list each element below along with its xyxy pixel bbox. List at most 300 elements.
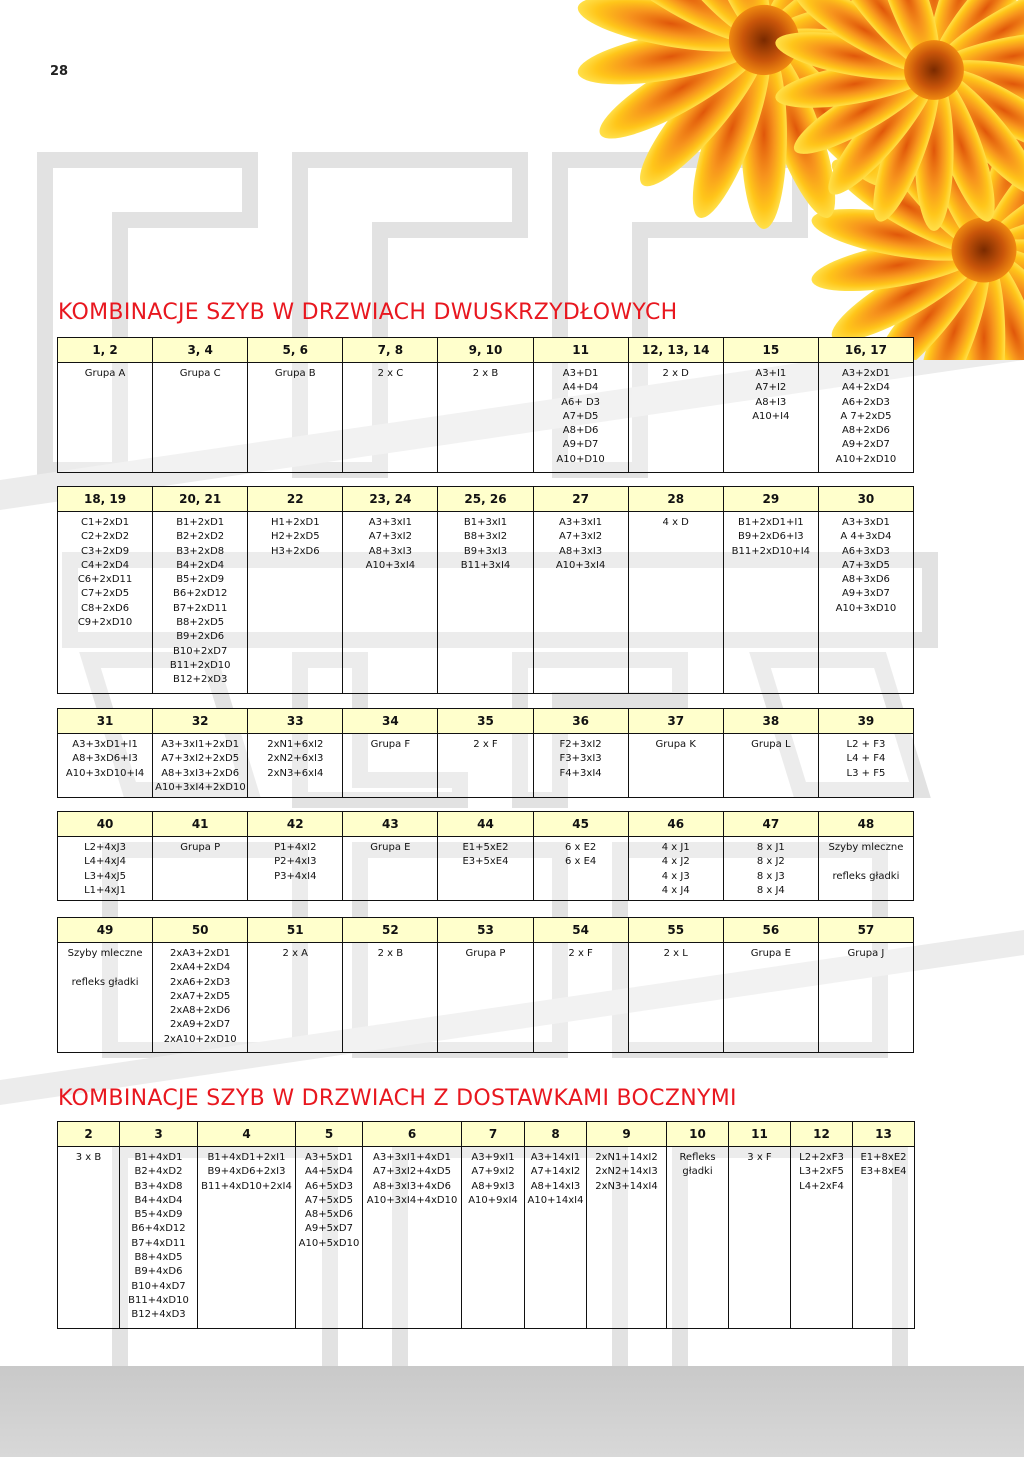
column-header: 5, 6	[248, 338, 343, 363]
cell-line: 2xN2+6xI3	[267, 753, 324, 765]
cell-line: 2xA8+2xD6	[170, 1005, 231, 1017]
combination-table-block-5	[57, 917, 914, 1053]
cell-line: 2xN1+6xI2	[267, 739, 324, 750]
table-cell	[729, 1147, 791, 1329]
column-header: 29	[723, 487, 818, 512]
cell-line: A10+3xI4	[365, 559, 416, 571]
column-header: 49	[58, 918, 153, 943]
combination-table-block-2	[57, 486, 914, 694]
column-header: 27	[533, 487, 628, 512]
combination-table-block-3	[57, 708, 914, 798]
cell-line: C8+2xD6	[81, 602, 130, 614]
cell-line: A10+3xD10	[835, 602, 897, 614]
cell-line: 4 x J4	[661, 884, 690, 896]
cell-line: F3+3xI3	[559, 753, 602, 765]
cell-line: 2 x L	[663, 948, 688, 959]
column-header: 9, 10	[438, 338, 533, 363]
cell-line: F4+3xI4	[559, 767, 602, 779]
cell-line: A10+3xI4+2xD10	[155, 781, 246, 793]
table-cell	[153, 512, 248, 694]
column-header: 25, 26	[438, 487, 533, 512]
cell-line: L4+2xF4	[799, 1180, 844, 1192]
cell-line: A3+3xI1+4xD1	[373, 1152, 451, 1163]
column-header: 54	[533, 918, 628, 943]
cell-line: A9+3xD7	[841, 588, 890, 600]
cell-line: B4+4xD4	[134, 1194, 183, 1206]
cell-line: 4 x J1	[661, 842, 690, 853]
cell-line: Grupa K	[655, 739, 696, 750]
cell-line: A3+5xD1	[305, 1152, 353, 1163]
cell-line: A3+3xD1+I1	[72, 739, 138, 750]
cell-line: 2xN3+14xI4	[595, 1180, 658, 1192]
table-cell	[296, 1147, 363, 1329]
cell-line: A 7+2xD5	[840, 410, 892, 422]
table-cell	[533, 363, 628, 473]
cell-line: 8 x J1	[756, 842, 785, 853]
cell-line: B11+4xD10	[128, 1294, 189, 1306]
table-cell	[248, 363, 343, 473]
table-cell	[438, 943, 533, 1053]
table-header-row	[58, 338, 914, 363]
cell-line: B6+2xD12	[173, 588, 228, 600]
cell-line: Grupa A	[84, 368, 126, 379]
table-cell	[533, 837, 628, 901]
cell-line: A7+3xD5	[841, 559, 890, 571]
cell-line: refleks gładki	[832, 870, 900, 882]
cell-line: L2+2xF3	[799, 1152, 844, 1163]
cell-line: 2xA3+2xD1	[170, 948, 231, 959]
cell-line: A10+5xD10	[298, 1237, 360, 1249]
table-cell	[533, 943, 628, 1053]
column-header: 10	[667, 1122, 729, 1147]
table-row	[58, 363, 914, 473]
cell-line: A10+3xI4+4xD10	[366, 1194, 458, 1206]
cell-line: B1+4xD1	[134, 1152, 183, 1163]
table-cell	[462, 1147, 525, 1329]
cell-line: A10+I4	[752, 410, 790, 422]
table-cell	[58, 734, 153, 798]
column-header: 51	[248, 918, 343, 943]
cell-line: A6+2xD3	[841, 396, 890, 408]
cell-line: A10+9xI4	[468, 1194, 518, 1206]
cell-line: A7+5xD5	[305, 1194, 353, 1206]
table-cell	[533, 734, 628, 798]
cell-line: A7+3xI2+4xD5	[373, 1166, 451, 1178]
column-header: 37	[628, 709, 723, 734]
table-cell	[818, 943, 913, 1053]
table-cell	[58, 1147, 120, 1329]
cell-line: B1+2xD1+I1	[738, 517, 804, 528]
cell-line: 2 x F	[568, 948, 593, 959]
table-row	[58, 837, 914, 901]
cell-line: 2 x B	[377, 948, 404, 959]
column-header: 3	[120, 1122, 198, 1147]
cell-line: C3+2xD9	[81, 545, 130, 557]
cell-line: 2 x A	[282, 948, 309, 959]
cell-line: B11+4xD10+2xI4	[201, 1180, 292, 1192]
cell-line: A4+5xD4	[305, 1166, 353, 1178]
cell-line: A8+3xI3	[368, 545, 412, 557]
cell-line: 2xA4+2xD4	[170, 962, 231, 974]
column-header: 18, 19	[58, 487, 153, 512]
cell-line: A8+D6	[562, 425, 599, 437]
cell-line: Grupa P	[180, 842, 221, 853]
cell-line: Szyby mleczne	[828, 842, 904, 853]
table-cell	[343, 943, 438, 1053]
column-header: 20, 21	[153, 487, 248, 512]
table-cell	[628, 734, 723, 798]
cell-line: B7+2xD11	[173, 602, 228, 614]
table-cell	[248, 734, 343, 798]
cell-line: 2 x F	[473, 739, 498, 750]
table-cell	[58, 837, 153, 901]
cell-line: A6+5xD3	[305, 1180, 353, 1192]
combination-table-block-1	[57, 337, 914, 473]
column-header: 30	[818, 487, 913, 512]
column-header: 50	[153, 918, 248, 943]
cell-line: L2+4xJ3	[84, 842, 126, 853]
cell-line: A7+D5	[562, 410, 599, 422]
table-header-row	[58, 812, 914, 837]
table-cell	[343, 734, 438, 798]
cell-line: 6 x E4	[564, 856, 597, 868]
table-cell	[853, 1147, 915, 1329]
cell-line: A8+3xI3	[559, 545, 603, 557]
cell-line: C9+2xD10	[77, 617, 133, 629]
column-header: 41	[153, 812, 248, 837]
cell-line: A4+D4	[562, 382, 599, 394]
column-header: 11	[533, 338, 628, 363]
cell-line: 8 x J4	[756, 884, 785, 896]
table-cell	[628, 363, 723, 473]
cell-line: C6+2xD11	[77, 574, 133, 586]
cell-line: A10+3xI4	[555, 559, 606, 571]
cell-line: 6 x E2	[564, 842, 597, 853]
cell-line: B10+2xD7	[173, 645, 228, 657]
table-cell	[248, 837, 343, 901]
table-cell	[438, 837, 533, 901]
table-row	[58, 512, 914, 694]
column-header: 7	[462, 1122, 525, 1147]
table-cell	[343, 363, 438, 473]
column-header: 57	[818, 918, 913, 943]
cell-line: B9+4xD6	[134, 1266, 183, 1278]
cell-line: B7+4xD11	[131, 1237, 186, 1249]
table-cell	[818, 734, 913, 798]
cell-line: A8+9xI3	[471, 1180, 515, 1192]
table-row	[58, 734, 914, 798]
cell-line: Grupa E	[370, 842, 411, 853]
table-cell	[343, 837, 438, 901]
column-header: 16, 17	[818, 338, 913, 363]
cell-line: 2xA9+2xD7	[170, 1019, 231, 1031]
cell-line: Grupa E	[750, 948, 791, 959]
cell-line: A3+3xI1+2xD1	[161, 739, 240, 750]
cell-line: B8+4xD5	[134, 1252, 183, 1264]
table-cell	[343, 512, 438, 694]
cell-line: A3+3xI1	[368, 517, 412, 528]
cell-line: A3+D1	[562, 368, 599, 379]
table-header-row	[58, 487, 914, 512]
column-header: 55	[628, 918, 723, 943]
cell-line: A10+D10	[556, 453, 605, 465]
cell-line: 2xA7+2xD5	[170, 990, 231, 1002]
table-cell	[58, 363, 153, 473]
cell-line: 2xN1+14xI2	[595, 1152, 658, 1163]
column-header: 5	[296, 1122, 363, 1147]
cell-line: Grupa B	[274, 368, 316, 379]
cell-line: L3 + F5	[846, 767, 886, 779]
cell-line: B3+2xD8	[176, 545, 225, 557]
table-header-row	[58, 1122, 915, 1147]
cell-line: 8 x J3	[756, 870, 785, 882]
cell-line: B5+4xD9	[134, 1209, 183, 1221]
cell-line: A4+2xD4	[841, 382, 890, 394]
column-header: 31	[58, 709, 153, 734]
cell-line: B11+2xD10	[169, 659, 231, 671]
cell-line: 2xN2+14xI3	[595, 1166, 658, 1178]
cell-line: A3+9xI1	[471, 1152, 515, 1163]
table-cell	[587, 1147, 667, 1329]
cell-line: B8+2xD5	[176, 617, 225, 629]
table-cell	[153, 363, 248, 473]
column-header: 42	[248, 812, 343, 837]
table-cell	[120, 1147, 198, 1329]
cell-line: 2xA10+2xD10	[163, 1033, 237, 1045]
cell-line: A6+ D3	[561, 396, 601, 408]
cell-line: B2+2xD2	[176, 531, 225, 543]
cell-line: A9+D7	[562, 439, 599, 451]
cell-line: A7+3xI2	[368, 531, 412, 543]
cell-line: L4+4xJ4	[84, 856, 126, 868]
table-cell	[58, 943, 153, 1053]
cell-line: B9+2xD6	[176, 631, 225, 643]
table-cell	[525, 1147, 587, 1329]
column-header: 53	[438, 918, 533, 943]
column-header: 6	[363, 1122, 462, 1147]
cell-line: P2+4xI3	[274, 856, 317, 868]
cell-line: A7+3xI2	[559, 531, 603, 543]
cell-line: A3+14xI1	[530, 1152, 581, 1163]
column-header: 12, 13, 14	[628, 338, 723, 363]
cell-line: B4+2xD4	[176, 559, 225, 571]
column-header: 33	[248, 709, 343, 734]
cell-line: A3+3xD1	[841, 517, 890, 528]
cell-line: A3+2xD1	[841, 368, 890, 379]
cell-line: Grupa P	[465, 948, 506, 959]
cell-line: 4 x D	[662, 517, 689, 528]
cell-line: Grupa F	[370, 739, 411, 750]
cell-line: A7+9xI2	[471, 1166, 515, 1178]
cell-line: A7+14xI2	[530, 1166, 581, 1178]
column-header: 11	[729, 1122, 791, 1147]
cell-line: A8+I3	[755, 396, 787, 408]
column-header: 47	[723, 812, 818, 837]
cell-line: 4 x J3	[661, 870, 690, 882]
column-header: 34	[343, 709, 438, 734]
column-header: 8	[525, 1122, 587, 1147]
table-cell	[818, 512, 913, 694]
cell-line: H2+2xD5	[270, 531, 320, 543]
cell-line: 2 x D	[662, 368, 689, 379]
table-row	[58, 943, 914, 1053]
table-cell	[791, 1147, 853, 1329]
cell-line: B9+2xD6+I3	[738, 531, 804, 543]
cell-line: B2+4xD2	[134, 1166, 183, 1178]
cell-line: P3+4xI4	[274, 870, 317, 882]
cell-line: A9+5xD7	[305, 1223, 353, 1235]
table-cell	[153, 837, 248, 901]
cell-line: Grupa L	[751, 739, 791, 750]
table-cell	[198, 1147, 296, 1329]
cell-line: Szyby mleczne	[67, 948, 143, 959]
column-header: 38	[723, 709, 818, 734]
cell-line: A8+3xD6+I3	[72, 753, 138, 765]
cell-line	[821, 855, 911, 869]
cell-line: 8 x J2	[756, 856, 785, 868]
cell-line: A8+3xI3+2xD6	[161, 767, 240, 779]
cell-line: L3+4xJ5	[84, 870, 126, 882]
table-cell	[153, 943, 248, 1053]
cell-line: A 4+3xD4	[840, 531, 892, 543]
cell-line: C2+2xD2	[81, 531, 130, 543]
cell-line: B12+2xD3	[173, 674, 228, 686]
cell-line: B11+3xI4	[460, 559, 511, 571]
cell-line: B5+2xD9	[176, 574, 225, 586]
cell-line: C4+2xD4	[81, 559, 130, 571]
cell-line: Grupa C	[179, 368, 221, 379]
cell-line: B1+4xD1+2xI1	[207, 1152, 286, 1163]
table-cell	[723, 363, 818, 473]
cell-line: A10+2xD10	[835, 453, 897, 465]
column-header: 7, 8	[343, 338, 438, 363]
column-header: 56	[723, 918, 818, 943]
table-cell	[667, 1147, 729, 1329]
table-cell	[248, 943, 343, 1053]
cell-line: gładki	[682, 1166, 713, 1178]
cell-line: E1+8xE2	[860, 1152, 907, 1163]
cell-line: A6+3xD3	[841, 545, 890, 557]
cell-line: E1+5xE2	[462, 842, 509, 853]
cell-line: L4 + F4	[846, 753, 886, 765]
cell-line: F2+3xI2	[559, 739, 602, 750]
cell-line: A7+3xI2+2xD5	[161, 753, 240, 765]
cell-line: B1+3xI1	[463, 517, 508, 528]
column-header: 23, 24	[343, 487, 438, 512]
column-header: 13	[853, 1122, 915, 1147]
cell-line: C7+2xD5	[81, 588, 130, 600]
column-header: 28	[628, 487, 723, 512]
table-cell	[628, 943, 723, 1053]
cell-line: H3+2xD6	[270, 545, 320, 557]
table-header-row	[58, 709, 914, 734]
combination-table-side-panels	[57, 1121, 915, 1329]
column-header: 9	[587, 1122, 667, 1147]
cell-line: L3+2xF5	[799, 1166, 844, 1178]
cell-line: 3 x F	[747, 1152, 772, 1163]
table-cell	[818, 363, 913, 473]
table-cell	[723, 943, 818, 1053]
column-header: 36	[533, 709, 628, 734]
cell-line: B8+3xI2	[463, 531, 508, 543]
column-header: 3, 4	[153, 338, 248, 363]
column-header: 32	[153, 709, 248, 734]
cell-line: A3+I1	[755, 368, 787, 379]
table-cell	[818, 837, 913, 901]
cell-line: A10+3xD10+I4	[65, 767, 145, 779]
cell-line: A7+I2	[755, 382, 787, 394]
combination-table-block-4	[57, 811, 914, 901]
cell-line: Grupa J	[847, 948, 885, 959]
cell-line: 3 x B	[75, 1152, 102, 1163]
table-cell	[628, 837, 723, 901]
cell-line: A8+5xD6	[305, 1209, 353, 1221]
page-number: 28	[50, 64, 69, 79]
table-cell	[58, 512, 153, 694]
cell-line: 2xA6+2xD3	[170, 976, 231, 988]
cell-line: Refleks	[679, 1152, 716, 1163]
table-row	[58, 1147, 915, 1329]
footer-band	[0, 1366, 1024, 1457]
column-header: 39	[818, 709, 913, 734]
cell-line: P1+4xI2	[274, 842, 317, 853]
cell-line	[60, 961, 150, 975]
column-header: 1, 2	[58, 338, 153, 363]
cell-line: B6+4xD12	[131, 1223, 186, 1235]
column-header: 35	[438, 709, 533, 734]
table-cell	[628, 512, 723, 694]
cell-line: B10+4xD7	[131, 1280, 186, 1292]
table-cell	[363, 1147, 462, 1329]
cell-line: B1+2xD1	[176, 517, 225, 528]
cell-line: E3+5xE4	[462, 856, 509, 868]
cell-line: A8+3xD6	[841, 574, 890, 586]
section-title-double-door: KOMBINACJE SZYB W DRZWIACH DWUSKRZYDŁOWYCH	[58, 300, 678, 325]
cell-line: A8+3xI3+4xD6	[373, 1180, 451, 1192]
column-header: 2	[58, 1122, 120, 1147]
column-header: 48	[818, 812, 913, 837]
table-header-row	[58, 918, 914, 943]
cell-line: E3+8xE4	[860, 1166, 907, 1178]
column-header: 43	[343, 812, 438, 837]
cell-line: A10+14xI4	[527, 1194, 584, 1206]
table-cell	[438, 734, 533, 798]
table-cell	[723, 512, 818, 694]
cell-line: A3+3xI1	[559, 517, 603, 528]
section-title-side-panels: KOMBINACJE SZYB W DRZWIACH Z DOSTAWKAMI BOCZNYMI	[58, 1086, 737, 1111]
cell-line: 2 x B	[472, 368, 499, 379]
table-cell	[248, 512, 343, 694]
column-header: 40	[58, 812, 153, 837]
column-header: 46	[628, 812, 723, 837]
cell-line: B11+2xD10+I4	[731, 545, 810, 557]
table-cell	[723, 734, 818, 798]
cell-line: L1+4xJ1	[84, 884, 126, 896]
table-cell	[438, 512, 533, 694]
column-header: 4	[198, 1122, 296, 1147]
column-header: 44	[438, 812, 533, 837]
cell-line: A8+14xI3	[530, 1180, 581, 1192]
column-header: 45	[533, 812, 628, 837]
cell-line: A8+2xD6	[841, 425, 890, 437]
table-cell	[153, 734, 248, 798]
cell-line: B12+4xD3	[131, 1309, 186, 1321]
cell-line: C1+2xD1	[81, 517, 130, 528]
column-header: 12	[791, 1122, 853, 1147]
cell-line: 2xN3+6xI4	[267, 767, 324, 779]
cell-line: 2 x C	[377, 368, 404, 379]
column-header: 52	[343, 918, 438, 943]
